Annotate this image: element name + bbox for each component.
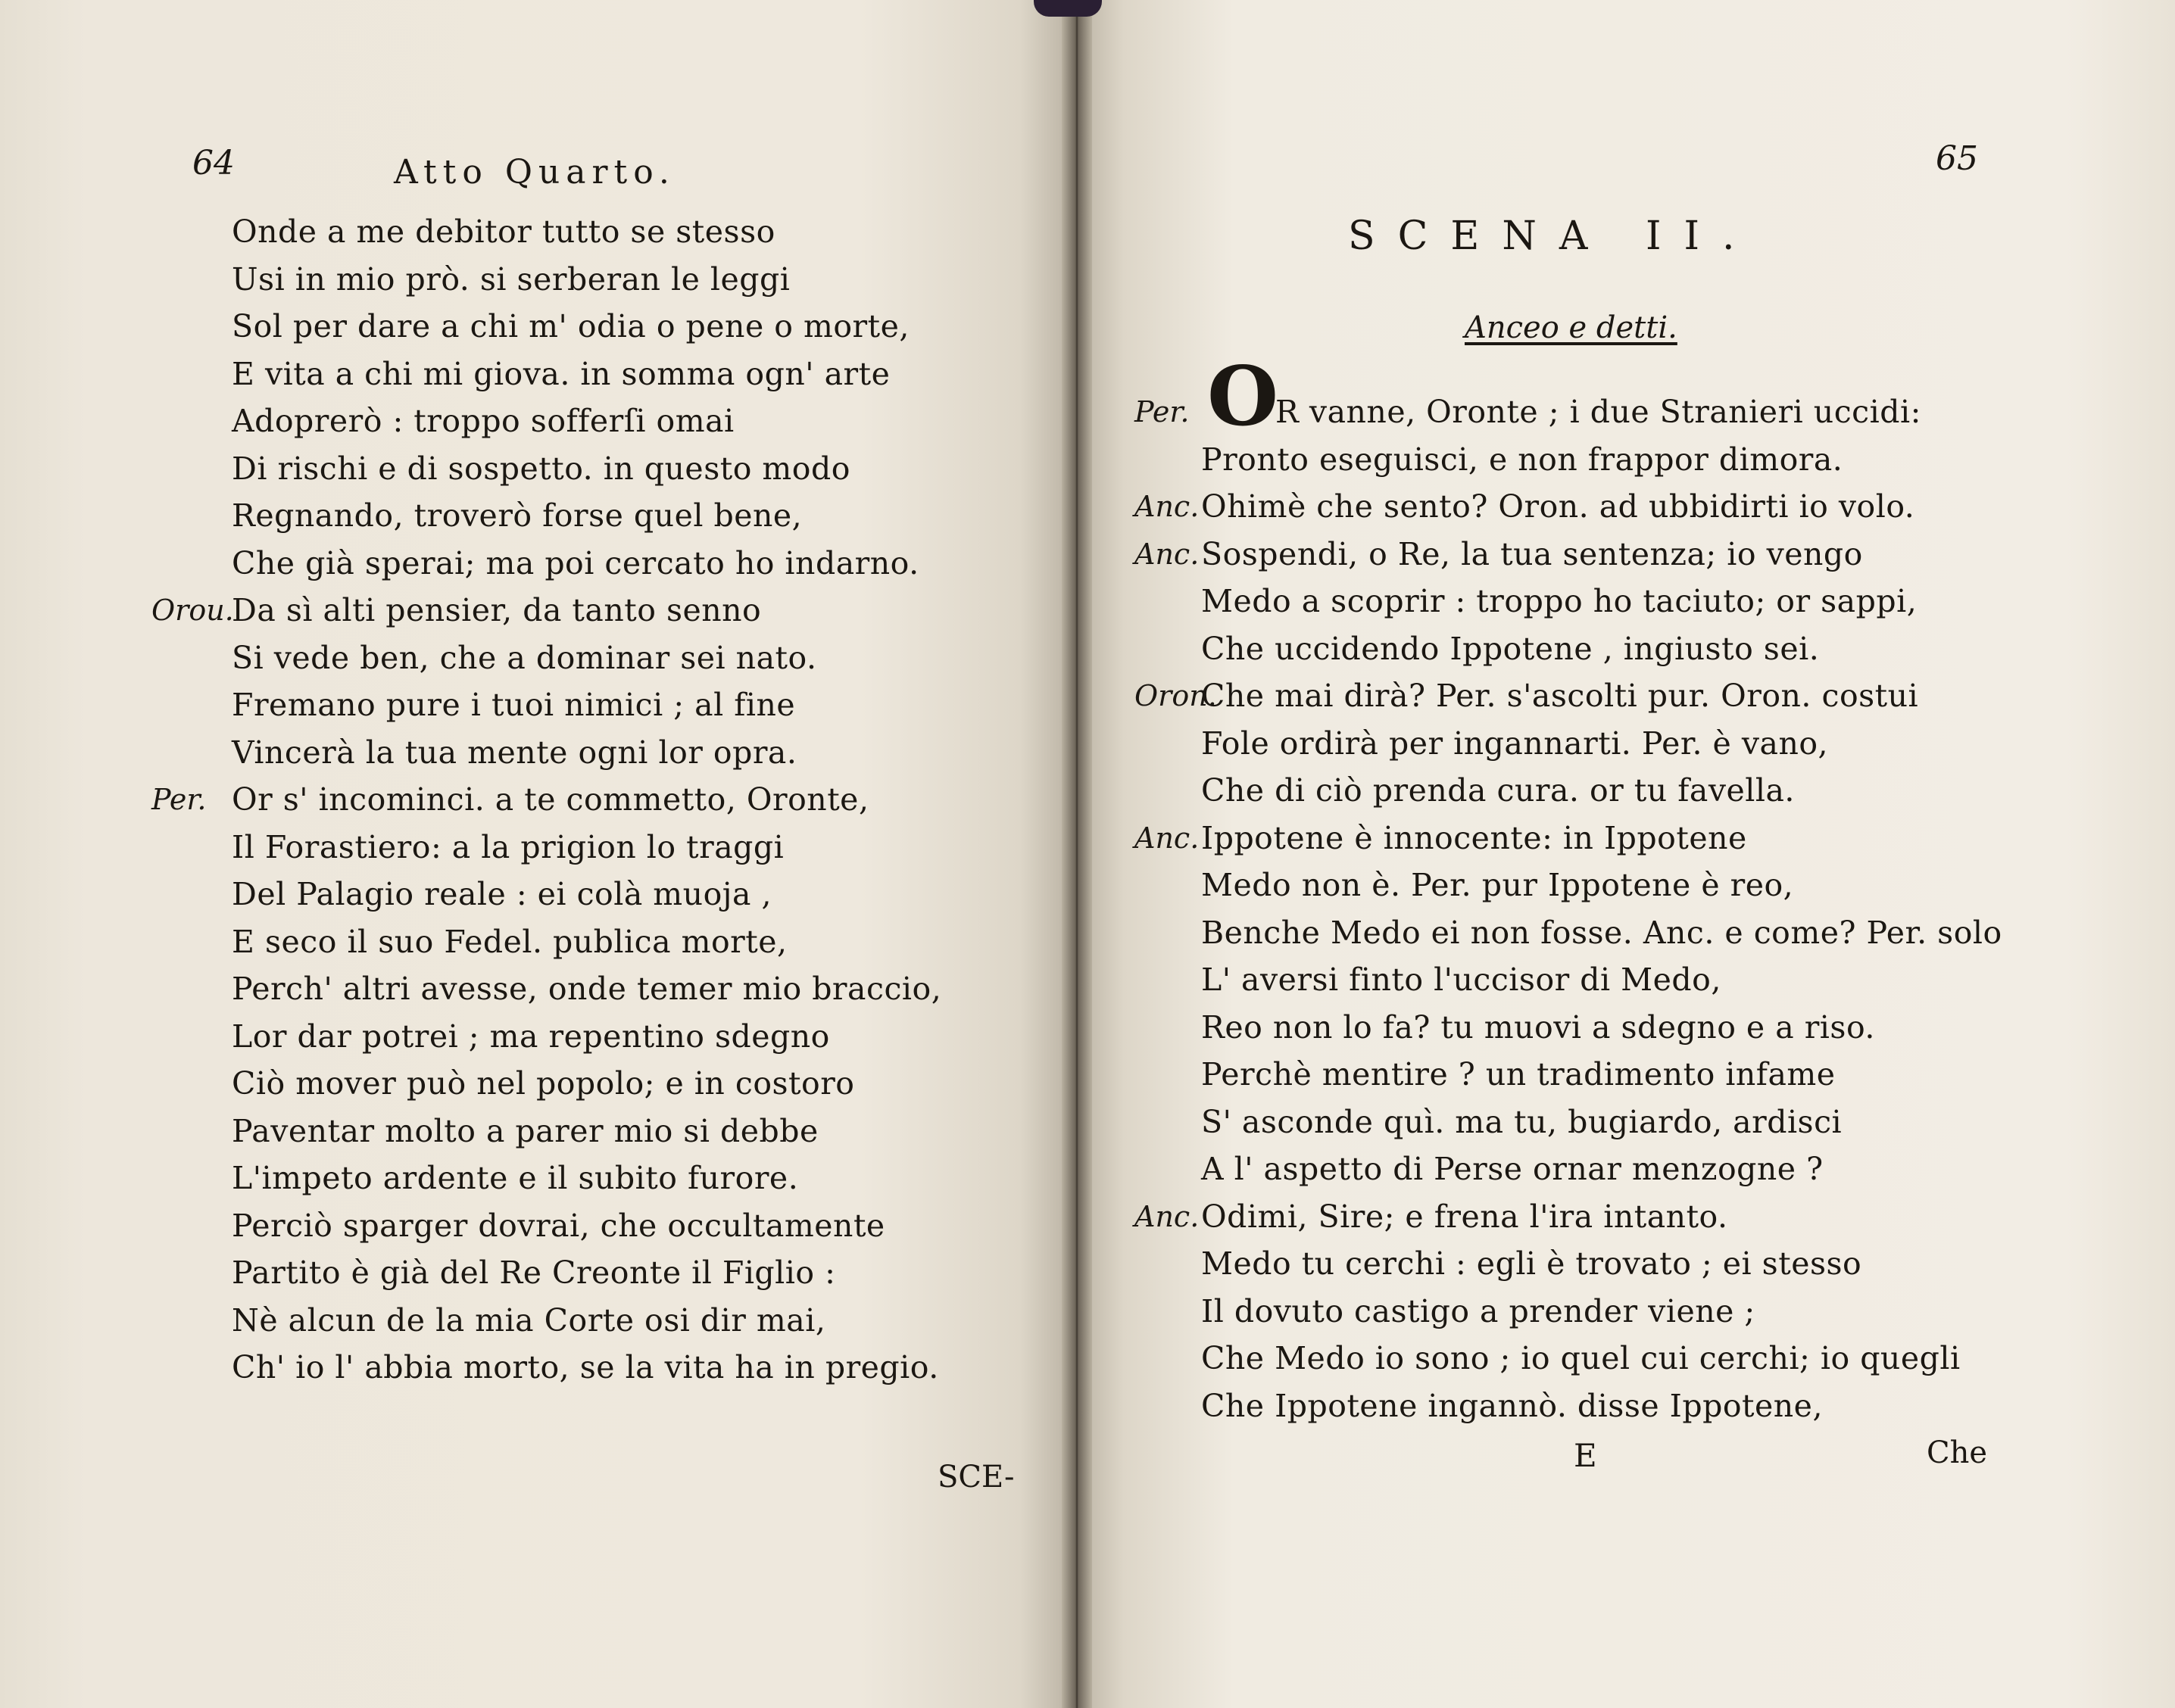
speaker-label: Anc.	[1134, 821, 1200, 855]
binding-gutter	[1062, 0, 1092, 1708]
verse-line: Da sì alti pensier, da tanto senno	[232, 592, 762, 628]
verse-line: Si vede ben, che a dominar sei nato.	[232, 639, 817, 676]
verse-line: Di rischi e di sospetto. in questo modo	[232, 450, 850, 487]
verse-line: Paventar molto a parer mio si debbe	[232, 1112, 819, 1149]
page-number: 65	[1936, 139, 1978, 178]
verse-line: Usi in mio prò. si serberan le leggi	[232, 260, 791, 298]
verse-line: Partito è già del Re Creonte il Figlio :	[232, 1255, 836, 1291]
verse-line: Odimi, Sire; e frena l'ira intanto.	[1201, 1198, 1728, 1235]
bookmark-ribbon	[1034, 0, 1102, 17]
verse-line: Ippotene è innocente: in Ippotene	[1201, 819, 1747, 856]
verse-line: Che di ciò prenda cura. or tu favella.	[1201, 772, 1795, 809]
speaker-label: Anc.	[1134, 490, 1200, 523]
page-number: 64	[192, 144, 235, 182]
verse-line: Benche Medo ei non fosse. Anc. e come? Per. solo	[1201, 914, 2002, 951]
verse-line: Ch' io l' abbia morto, se la vita ha in pregio.	[232, 1349, 939, 1385]
speaker-label: Anc.	[1134, 1199, 1200, 1233]
scene-subtitle: Anceo e detti.	[1465, 310, 1677, 345]
verse-line: Vincerà la tua mente ogni lor opra.	[232, 734, 797, 771]
speaker-label: Per.	[151, 783, 207, 816]
running-head: Atto Quarto.	[394, 153, 676, 192]
verse-line: R vanne, Oronte ; i due Stranieri uccidi:	[1275, 394, 1921, 430]
verse-line: Del Palagio reale : ei colà muoja ,	[232, 876, 772, 912]
verse-line: E vita a chi mi giova. in somma ogn' arte	[232, 355, 891, 392]
verse-line: Che Medo io sono ; io quel cui cerchi; io quegli	[1201, 1340, 1961, 1376]
right-page	[1080, 0, 2175, 1708]
verse-line: S' asconde quì. ma tu, bugiardo, ardisci	[1201, 1103, 1843, 1140]
verse-line: Reo non lo fa? tu muovi a sdegno e a riso.	[1201, 1008, 1875, 1046]
speaker-label: Oron.	[1134, 679, 1217, 712]
verse-line: Medo a scoprir : troppo ho taciuto; or sappi,	[1201, 583, 1918, 619]
speaker-label: Per.	[1134, 395, 1190, 429]
verse-line: Lor dar potrei ; ma repentino sdegno	[232, 1018, 830, 1055]
left-page	[0, 0, 1074, 1708]
verse-line: Medo tu cerchi : egli è trovato ; ei stesso	[1201, 1245, 1862, 1282]
verse-line: Il dovuto castigo a prender viene ;	[1201, 1292, 1755, 1329]
verse-line: Perchè mentire ? un tradimento infame	[1201, 1056, 1836, 1092]
verse-line: Che già sperai; ma poi cercato ho indarno.	[232, 544, 919, 581]
verse-line: Perch' altri avesse, onde temer mio braccio,	[232, 971, 942, 1007]
verse-line: L'impeto ardente e il subito furore.	[232, 1160, 799, 1196]
speaker-label: Orou.	[151, 594, 234, 627]
verse-line: Ohimè che sento? Oron. ad ubbidirti io volo.	[1201, 488, 1915, 525]
verse-line: Onde a me debitor tutto se stesso	[232, 214, 775, 250]
signature-mark: E	[1574, 1437, 1597, 1474]
verse-line: Ciò mover può nel popolo; e in costoro	[232, 1065, 855, 1102]
scene-title: SCENA II.	[1348, 214, 1758, 259]
verse-line: Regnando, troverò forse quel bene,	[232, 497, 803, 534]
catchword: Che	[1927, 1435, 1988, 1470]
verse-line: Pronto eseguisci, e non frappor dimora.	[1201, 441, 1843, 478]
verse-line: Adoprerò : troppo sofferſi omai	[232, 403, 735, 439]
verse-line: A l' aspetto di Perse ornar menzogne ?	[1201, 1151, 1824, 1187]
speaker-label: Anc.	[1134, 537, 1200, 571]
verse-line: Che Ippotene ingannò. disse Ippotene,	[1201, 1387, 1823, 1424]
verse-line: Che mai dirà? Per. s'ascolti pur. Oron. costui	[1201, 678, 1919, 714]
verse-line: Perciò sparger dovrai, che occultamente	[232, 1207, 885, 1244]
verse-line: Il Forastiero: a la prigion lo traggi	[232, 828, 785, 865]
verse-line: Sospendi, o Re, la tua sentenza; io vengo	[1201, 535, 1863, 572]
verse-line: E seco il suo Fedel. publica morte,	[232, 923, 788, 960]
verse-line: Medo non è. Per. pur Ippotene è reo,	[1201, 867, 1794, 903]
catchword: SCE-	[938, 1460, 1015, 1494]
verse-line: L' aversi finto l'uccisor di Medo,	[1201, 962, 1721, 998]
verse-line: Nè alcun de la mia Corte osi dir mai,	[232, 1301, 826, 1339]
verse-line: Fole ordirà per ingannarti. Per. è vano,	[1201, 725, 1829, 762]
verse-line: Che uccidendo Ippotene , ingiusto sei.	[1201, 630, 1820, 667]
drop-cap: O	[1207, 349, 1279, 444]
verse-line: Or s' incominci. a te commetto, Oronte,	[232, 781, 869, 818]
verse-line: Sol per dare a chi m' odia o pene o morte,	[232, 308, 910, 344]
verse-line: Fremano pure i tuoi nimici ; al fine	[232, 687, 796, 723]
